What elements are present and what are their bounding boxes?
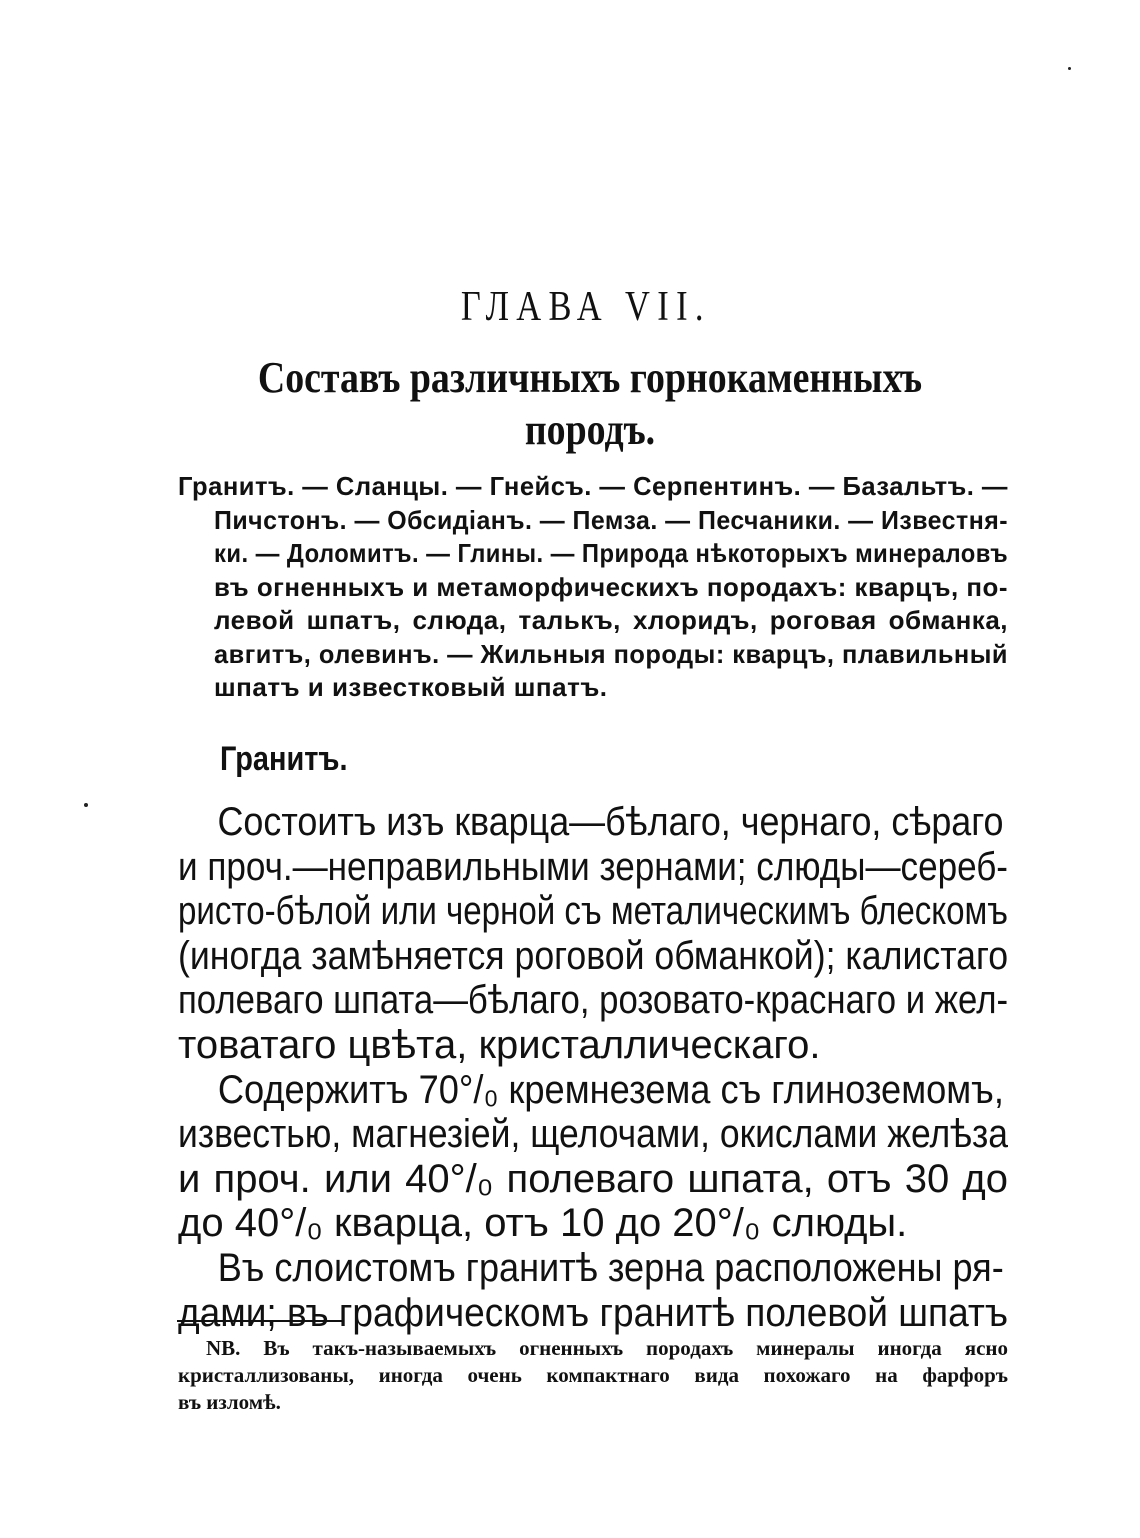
summary-line: ки. — Доломитъ. — Глины. — Природа нѣкоторыхъ минераловъ [214, 538, 1008, 568]
scan-speck [1068, 67, 1071, 70]
summary-line: въ огненныхъ и метаморфическихъ породахъ: кварцъ, по- [214, 571, 1008, 602]
summary-line: шпатъ и известковый шпатъ. [214, 672, 608, 702]
body-line: (иногда замѣняется роговой обманкой); калистаго [178, 933, 1009, 978]
section-title: Гранитъ. [220, 740, 348, 778]
body-line: полеваго шпата—бѣлаго, розовато-краснаго и жел- [178, 978, 1009, 1023]
footnote-line: кристаллизованы, иногда очень компактнаго вида похожаго на фарфоръ [178, 1363, 1008, 1387]
body-line: дами; въ графическомъ гранитѣ полевой шпатъ [178, 1290, 1008, 1335]
chapter-title-line: породъ. [524, 405, 656, 454]
footnote [178, 1335, 1008, 1416]
summary-line: левой шпатъ, слюда, талькъ, хлоридъ, роговая обманка, [214, 605, 1008, 635]
chapter-title-line: Составъ различныхъ горнокаменныхъ [257, 353, 923, 402]
body-line: известью, магнезіей, щелочами, окислами желѣза [178, 1112, 1008, 1157]
body-line: Содержитъ 70°/₀ кремнезема съ глиноземомъ, [217, 1067, 1004, 1112]
body-line: Состоитъ изъ кварца—бѣлаго, чернаго, сѣраго [217, 800, 1004, 844]
scan-speck [84, 803, 88, 807]
footnote-line: NB. Въ такъ-называемыхъ огненныхъ породахъ минералы иногда ясно [206, 1336, 1008, 1360]
chapter-title [220, 352, 960, 456]
body-line: до 40°/₀ кварца, отъ 10 до 20°/₀ слюды. [178, 1201, 908, 1246]
body-line: и проч. или 40°/₀ полеваго шпата, отъ 30 до [178, 1156, 1008, 1201]
footnote-divider [177, 1320, 343, 1322]
body-line: Въ слоистомъ гранитѣ зерна расположены ря- [217, 1245, 1004, 1290]
body-line: ристо-бѣлой или черной съ металическимъ блескомъ [178, 889, 1008, 934]
body-line: и проч.—неправильными зернами; слюды—сереб- [178, 844, 1008, 889]
summary-line: Гранитъ. — Сланцы. — Гнейсъ. — Серпентинъ. — Базальтъ. — [178, 471, 1008, 501]
summary-line: авгитъ, олевинъ. — Жильныя породы: кварцъ, плавильный [214, 638, 1009, 669]
body-line: товатаго цвѣта, кристаллическаго. [178, 1022, 821, 1067]
body-text [178, 800, 1008, 1335]
chapter-label: ГЛАВА VII. [460, 284, 711, 330]
footnote-line: въ изломѣ. [178, 1390, 281, 1414]
chapter-summary [178, 470, 1008, 705]
summary-line: Пичстонъ. — Обсидіанъ. — Пемза. — Песчаники. — Известня- [214, 504, 1009, 535]
